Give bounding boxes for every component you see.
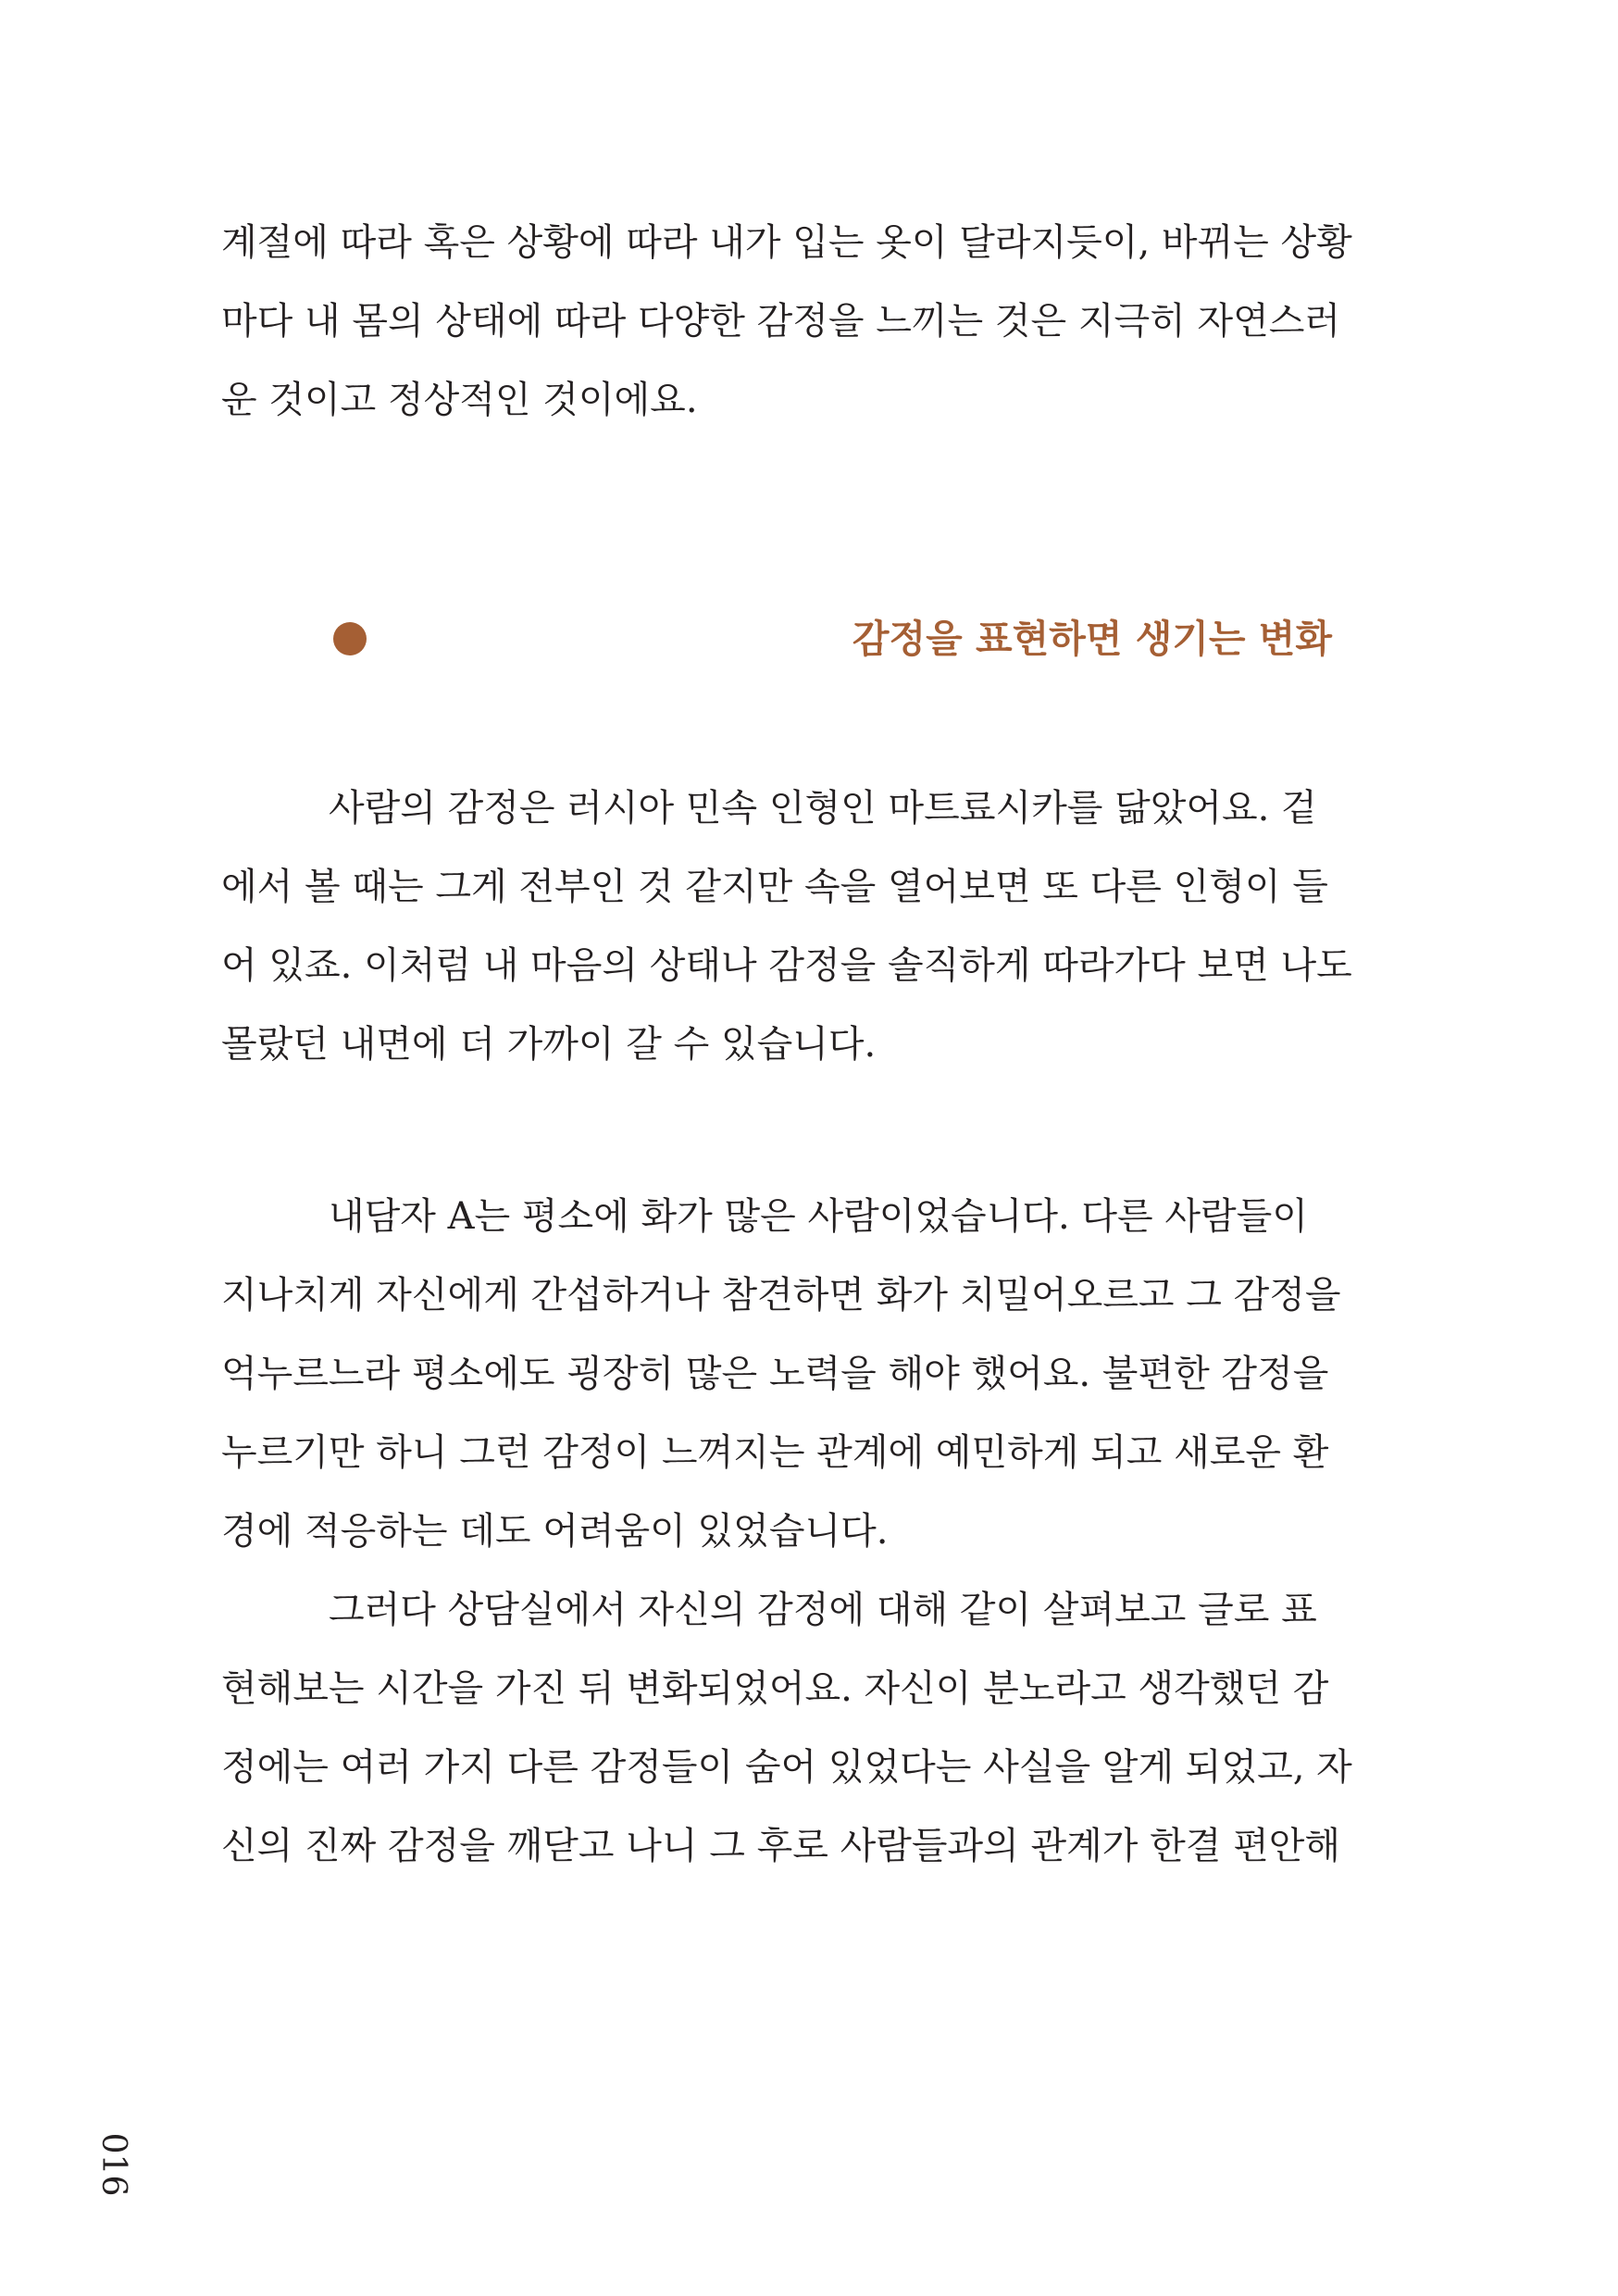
paragraph-3-line-1: 그러다 상담실에서 자신의 감정에 대해 같이 살펴보고 글로 표 [329, 1589, 1317, 1631]
paragraph-1-line-2: 에서 볼 때는 그게 전부인 것 같지만 속을 열어보면 또 다른 인형이 들 [221, 866, 1328, 908]
intro-line-3: 운 것이고 정상적인 것이에요. [221, 379, 698, 421]
paragraph-3-line-4: 신의 진짜 감정을 깨닫고 나니 그 후로 사람들과의 관계가 한결 편안해 [221, 1825, 1341, 1867]
paragraph-1-line-4: 몰랐던 내면에 더 가까이 갈 수 있습니다. [221, 1023, 877, 1066]
intro-line-2: 마다 내 몸의 상태에 따라 다양한 감정을 느끼는 것은 지극히 자연스러 [221, 300, 1341, 343]
paragraph-3-line-2: 현해보는 시간을 가진 뒤 변화되었어요. 자신이 분노라고 생각했던 감 [221, 1667, 1329, 1710]
section-heading: 감정을 표현하면 생기는 변화 [852, 617, 1332, 661]
paragraph-1-line-1: 사람의 감정은 러시아 민속 인형인 마트료시카를 닮았어요. 겉 [329, 787, 1317, 830]
paragraph-2-line-1: 내담자 A는 평소에 화가 많은 사람이었습니다. 다른 사람들이 [329, 1195, 1308, 1238]
section-bullet-icon [333, 622, 367, 655]
paragraph-2-line-4: 누르기만 하니 그런 감정이 느껴지는 관계에 예민하게 되고 새로운 환 [221, 1431, 1329, 1474]
paragraph-3-line-3: 정에는 여러 가지 다른 감정들이 숨어 있었다는 사실을 알게 되었고, 자 [221, 1746, 1352, 1789]
paragraph-2-line-2: 지나치게 자신에게 간섭하거나 참견하면 화가 치밀어오르고 그 감정을 [221, 1274, 1341, 1316]
intro-line-1: 계절에 따라 혹은 상황에 따라 내가 입는 옷이 달라지듯이, 바뀌는 상황 [221, 221, 1352, 264]
paragraph-1-line-3: 어 있죠. 이처럼 내 마음의 상태나 감정을 솔직하게 따라가다 보면 나도 [221, 944, 1352, 987]
page-number: 016 [94, 2132, 132, 2197]
paragraph-2-line-5: 경에 적응하는 데도 어려움이 있었습니다. [221, 1510, 889, 1553]
paragraph-2-line-3: 억누르느라 평소에도 굉장히 많은 노력을 해야 했어요. 불편한 감정을 [221, 1353, 1329, 1395]
